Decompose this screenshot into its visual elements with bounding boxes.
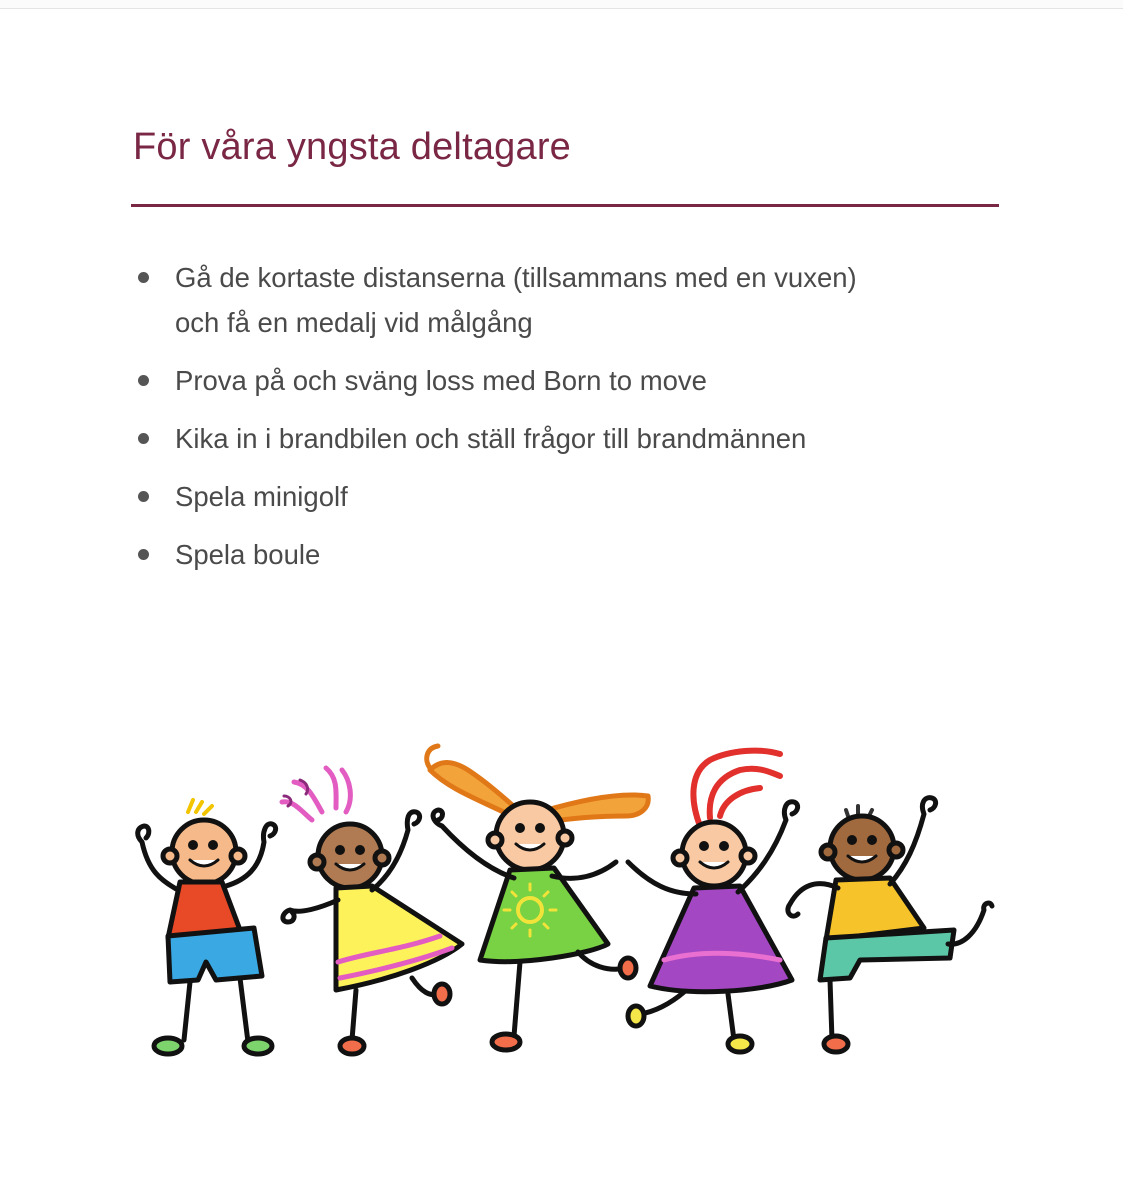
list-item-text: Kika in i brandbilen och ställ frågor till brandmännen xyxy=(175,423,807,454)
list-item-text-continued: och få en medalj vid målgång xyxy=(175,307,533,338)
kid-3-figure xyxy=(427,746,649,1050)
list-item-text: Prova på och sväng loss med Born to move xyxy=(175,365,707,396)
list-item-text: Gå de kortaste distanserna (tillsammans med en vuxen) xyxy=(175,262,857,293)
page-title: För våra yngsta deltagare xyxy=(133,126,572,168)
list-item-text: Spela minigolf xyxy=(175,481,348,512)
list-item-text: Spela boule xyxy=(175,539,321,570)
kid-1-figure xyxy=(138,800,276,1054)
kid-4-figure xyxy=(628,751,798,1052)
kid-5-figure xyxy=(788,798,992,1052)
